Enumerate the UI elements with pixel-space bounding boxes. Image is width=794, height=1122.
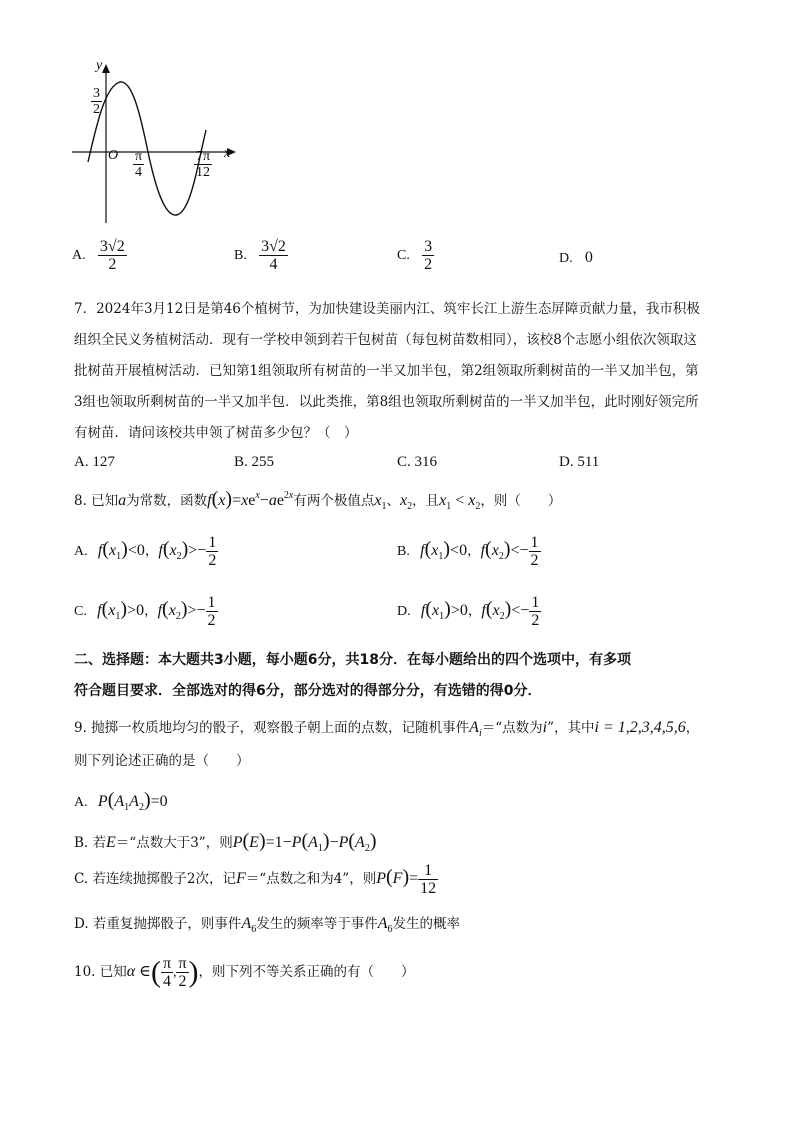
q7-line-1: 7．2024年3月12日是第46个植树节，为加快建设美丽内江、筑牢长江上游生态屏障贡献力量，我市积极 bbox=[74, 301, 700, 317]
q7-option-b[interactable]: B. 255 bbox=[234, 454, 275, 470]
graph-x-tick-pi-4: $\frac{\pi}{4}$ bbox=[135, 149, 143, 180]
graph-y-tick: $\frac{3}{2}$ bbox=[93, 86, 100, 117]
q7-option-c[interactable]: C. 316 bbox=[397, 454, 438, 470]
q9-option-b[interactable]: B. 若E＝“点数大于3”，则$P(E)=1-P(A_1)-P(A_2)$ bbox=[74, 830, 377, 854]
section2-line-2: 符合题目要求．全部选对的得6分，部分选对的得部分分，有选错的得0分． bbox=[74, 683, 542, 699]
q8-stem: 8. 已知a为常数，函数$f(x)=xe^x-ae^{2x}$有两个极值点$x_1$、$x_2$，且$x_1 < x_2$，则（ ） bbox=[74, 488, 562, 512]
q9-option-d[interactable]: D. 若重复抛掷骰子，则事件$A_6$发生的频率等于事件$A_6$发生的概率 bbox=[74, 915, 460, 935]
q9-option-c[interactable]: C. 若连续抛掷骰子2次，记F＝“点数之和为4”，则P(F)= $\frac{1}{12}$ bbox=[74, 862, 437, 897]
q7-line-4: 3组也领取所剩树苗的一半又加半包．以此类推，第8组也领取所剩树苗的一半又加半包，此时刚好领完所 bbox=[74, 394, 699, 410]
q8-option-d[interactable]: D. $f(x_1)>0$，$f(x_2)<-$ $\frac{1}{2}$ bbox=[397, 594, 540, 629]
q9-stem-line-2: 则下列论述正确的是（ ） bbox=[74, 753, 250, 769]
q8-option-b[interactable]: B. $f(x_1)<0$，$f(x_2)<-$ $\frac{1}{2}$ bbox=[397, 534, 539, 569]
q6-option-c[interactable]: C. $\frac{3}{2}$ bbox=[397, 238, 433, 273]
section2-line-1: 二、选择题：本大题共3小题，每小题6分，共18分．在每小题给出的四个选项中，有多项 bbox=[74, 652, 631, 668]
q8-option-a[interactable]: A. $f(x_1)<0$，$f(x_2)>-$ $\frac{1}{2}$ bbox=[74, 534, 217, 569]
graph-y-label: y bbox=[96, 58, 103, 73]
q7-line-3: 批树苗开展植树活动．已知第1组领取所有树苗的一半又加半包，第2组领取所剩树苗的一半又加半包，第 bbox=[74, 363, 699, 379]
q6-option-b[interactable]: B. $\frac{3√2}{4}$ bbox=[234, 238, 286, 273]
q7-line-5: 有树苗．请问该校共申领了树苗多少包？（ ） bbox=[74, 425, 358, 441]
q6-option-d[interactable]: D. 0 bbox=[559, 249, 593, 266]
sine-graph bbox=[70, 58, 240, 228]
graph-origin-label: O bbox=[108, 148, 119, 163]
graph-x-tick-7pi-12: $\frac{7\pi}{12}$ bbox=[196, 149, 211, 180]
q7-option-a[interactable]: A. 127 bbox=[74, 454, 115, 470]
q10-stem: 10. 已知α ∈( $\frac{\pi}{4}$ , $\frac{\pi}{2}$ )，则下列不等关系正确的有（ ） bbox=[74, 955, 415, 990]
q9-stem-line-1: 9. 抛掷一枚质地均匀的骰子，观察骰子朝上面的点数，记随机事件$A_i=“$点数为i”，其中i = 1,2,3,4,5,6， bbox=[74, 719, 700, 739]
q9-option-a[interactable]: A. $P(A_1A_2)=0$ bbox=[74, 789, 168, 813]
q7-line-2: 组织全民义务植树活动．现有一学校申领到若干包树苗（每包树苗数相同），该校8个志愿小组依次领取这 bbox=[74, 332, 697, 348]
q6-option-a[interactable]: A. $\frac{3√2}{2}$ bbox=[72, 238, 125, 273]
q7-option-d[interactable]: D. 511 bbox=[559, 454, 600, 470]
y-axis-arrow bbox=[102, 64, 110, 73]
graph-x-label: x bbox=[224, 146, 231, 161]
q8-option-c[interactable]: C. $f(x_1)>0$，$f(x_2)>-$ $\frac{1}{2}$ bbox=[74, 594, 216, 629]
